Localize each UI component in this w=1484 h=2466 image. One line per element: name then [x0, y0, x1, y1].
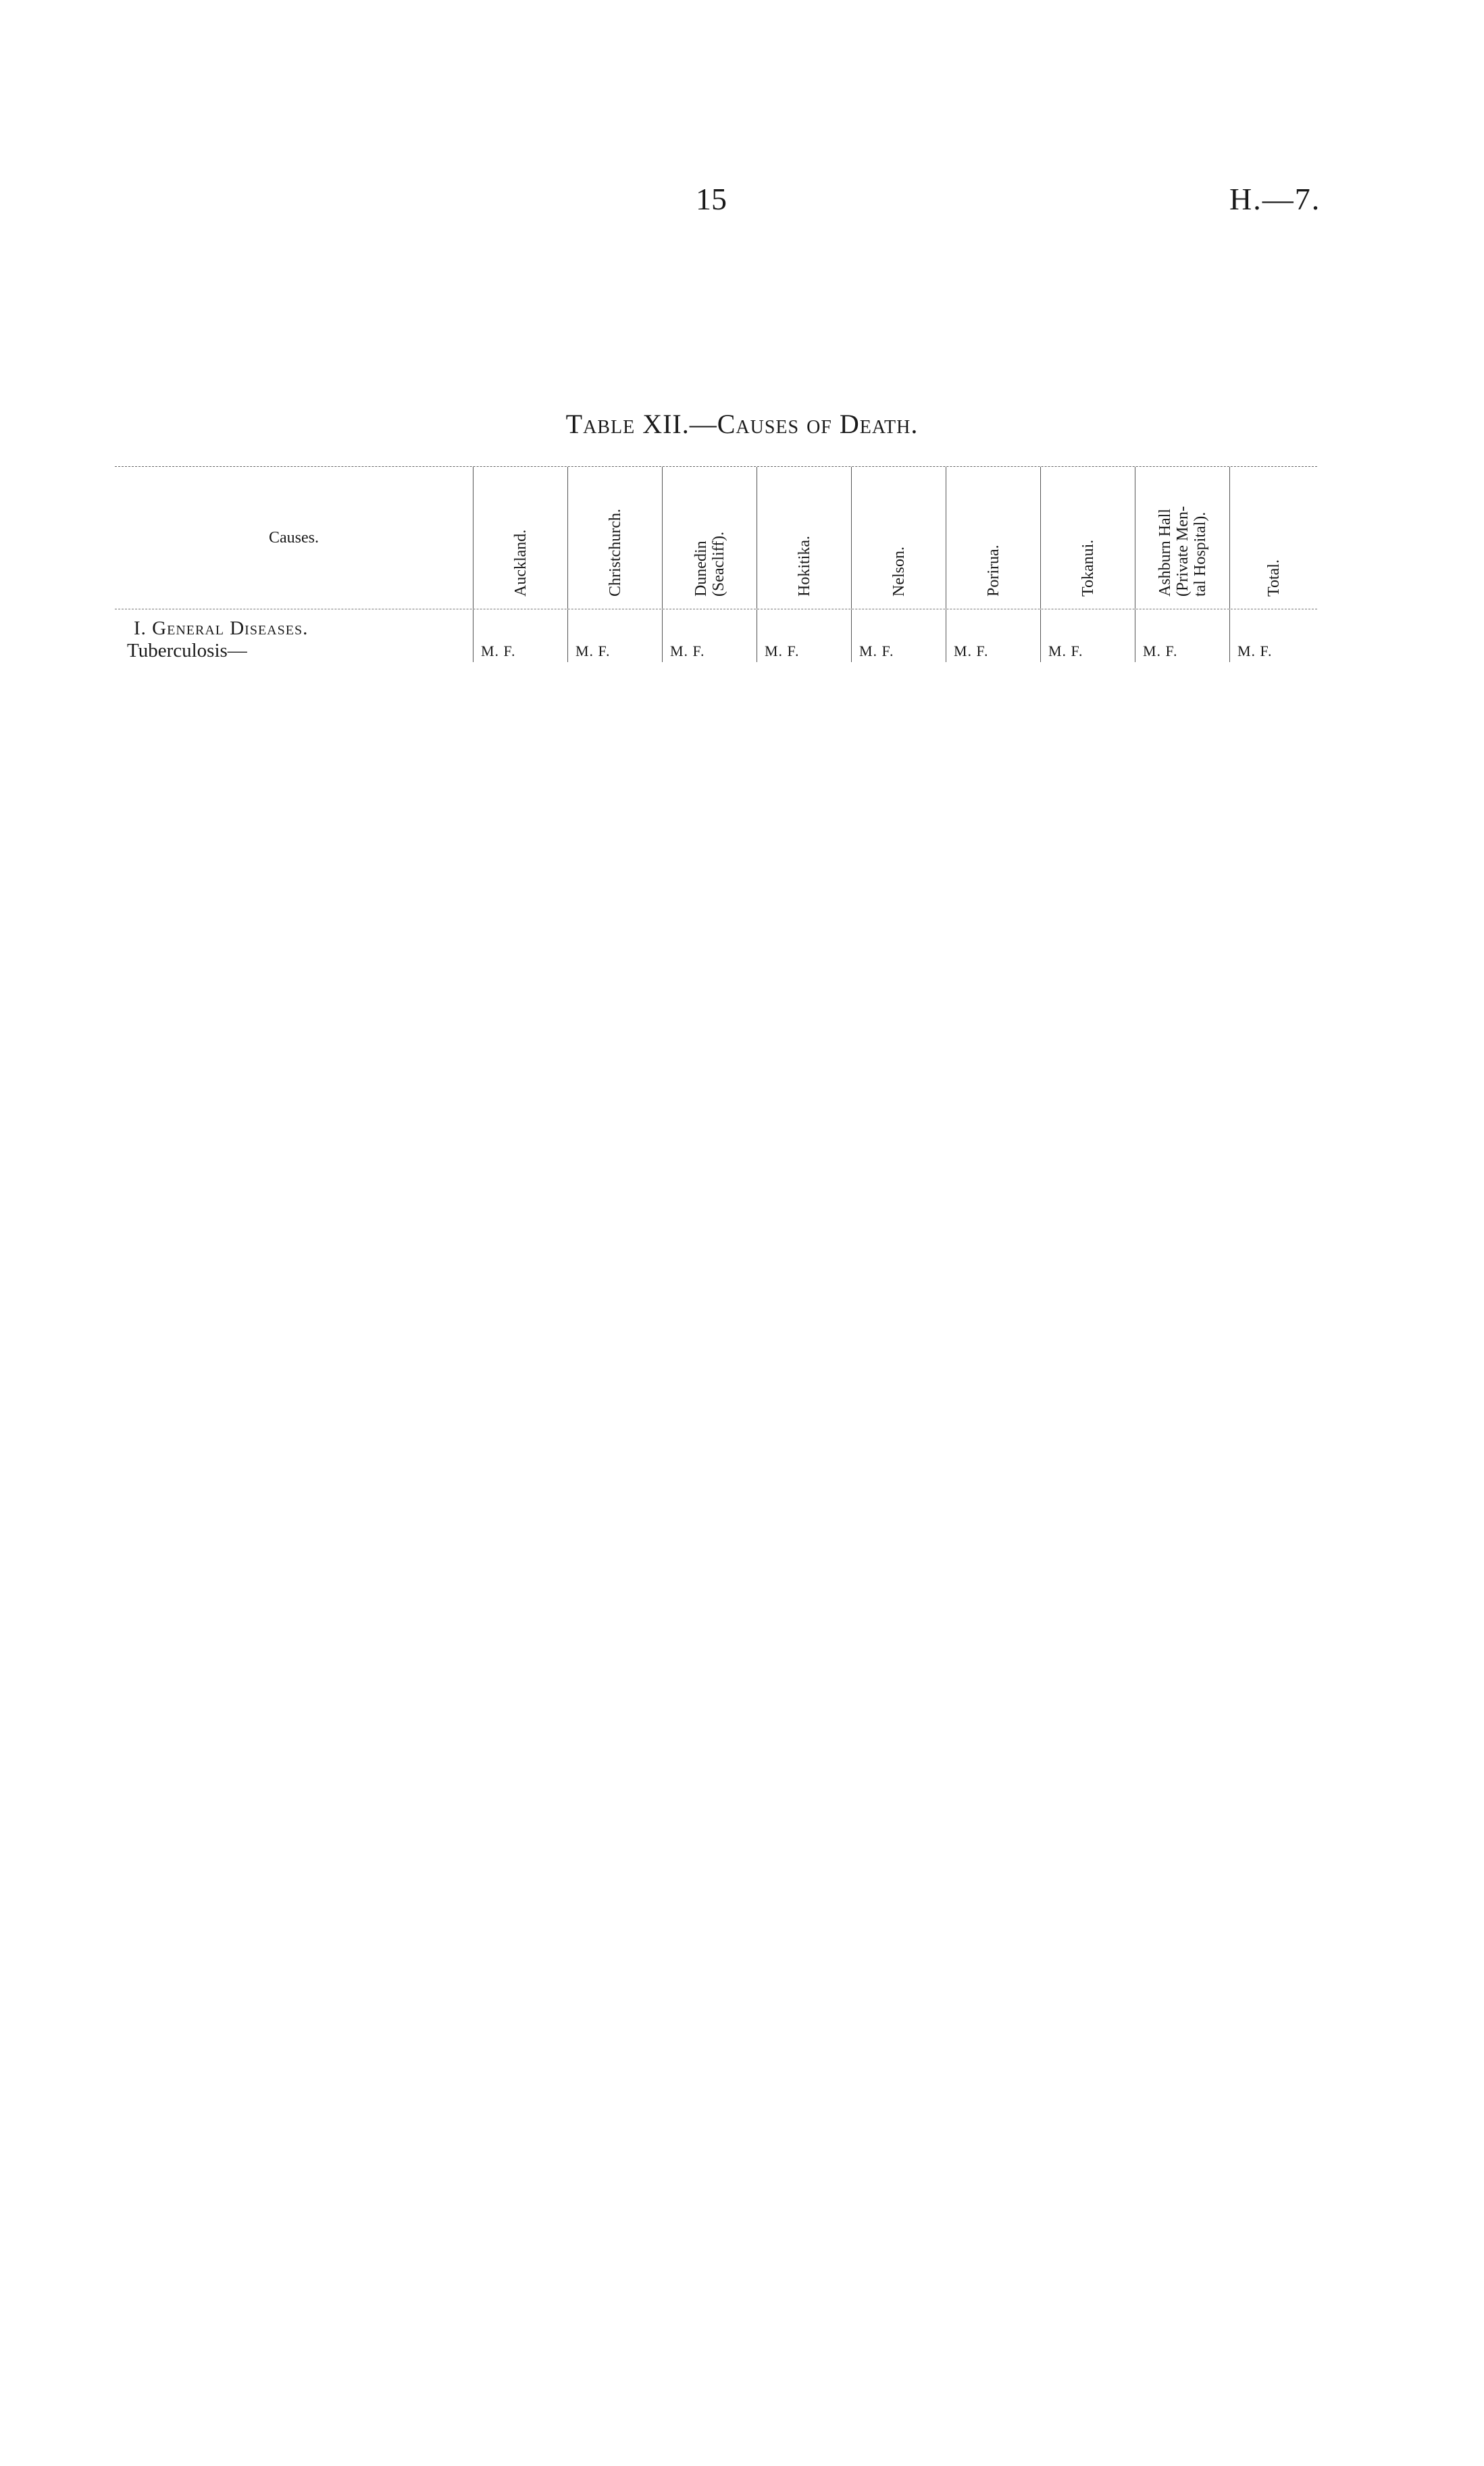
column-rule: [473, 609, 474, 618]
column-header-label: Tokanui.: [1079, 539, 1097, 597]
column-header-label: Auckland.: [511, 529, 530, 597]
column-rule: [567, 618, 568, 640]
sex-subheader: M. F.: [765, 643, 800, 659]
table-header: [115, 466, 1317, 609]
column-rule: [1040, 640, 1041, 662]
column-header-causes: [115, 467, 473, 609]
sex-subheader: M. F.: [670, 643, 705, 659]
column-header-label: Porirua.: [984, 545, 1002, 597]
column-header-dunedin: [662, 467, 757, 609]
column-header-hokitika: [757, 467, 851, 609]
column-rule: [851, 618, 852, 640]
column-rule: [662, 609, 663, 618]
column-header-label: Dunedin (Seacliff).: [692, 531, 727, 597]
page-number: 15: [696, 182, 727, 216]
sex-subheader: M. F.: [1143, 643, 1178, 659]
column-header-porirua: [946, 467, 1040, 609]
column-rule: [662, 618, 663, 640]
table-body: [115, 609, 1317, 662]
sex-subheader: M. F.: [859, 643, 894, 659]
document-code: H.—7.: [1229, 182, 1321, 216]
column-header-label: Ashburn Hall (Private Men- tal Hospital).: [1156, 506, 1209, 597]
column-rule: [473, 640, 474, 662]
sex-subheader: M. F.: [575, 643, 611, 659]
column-rule: [1229, 640, 1230, 662]
column-rule: [567, 609, 568, 618]
sex-subheader: M. F.: [954, 643, 989, 659]
column-rule: [473, 618, 474, 640]
column-header-christchurch: [567, 467, 662, 609]
sex-subheader: M. F.: [1237, 643, 1273, 659]
section-heading: [115, 618, 1317, 640]
column-rule: [851, 640, 852, 662]
column-header-label: Christchurch.: [606, 509, 624, 597]
column-rule: [1229, 618, 1230, 640]
causes-of-death-table: [115, 466, 1317, 662]
table-title: Table XII.—Causes of Death.: [565, 409, 919, 439]
column-rule: [1229, 609, 1230, 618]
column-rule: [662, 640, 663, 662]
column-header-tokanui: [1040, 467, 1135, 609]
column-rule: [851, 609, 852, 618]
cause-label: Tuberculosis—: [127, 640, 247, 661]
column-header-auckland: [473, 467, 567, 609]
column-header-label: Nelson.: [890, 547, 908, 597]
column-rule: [1040, 609, 1041, 618]
sex-subheader: M. F.: [1048, 643, 1083, 659]
column-header-total: [1229, 467, 1317, 609]
section-heading-text: I. General Diseases.: [134, 618, 309, 639]
sex-subheader: M. F.: [481, 643, 516, 659]
column-header-label: Causes.: [269, 528, 319, 547]
column-rule: [567, 640, 568, 662]
row-spacer: [115, 609, 1317, 618]
column-rule: [1040, 618, 1041, 640]
column-header-ashburn: [1135, 467, 1229, 609]
column-header-label: Total.: [1264, 559, 1283, 597]
group-label-row: [115, 640, 1317, 662]
column-header-label: Hokitika.: [795, 536, 813, 597]
column-header-nelson: [851, 467, 946, 609]
